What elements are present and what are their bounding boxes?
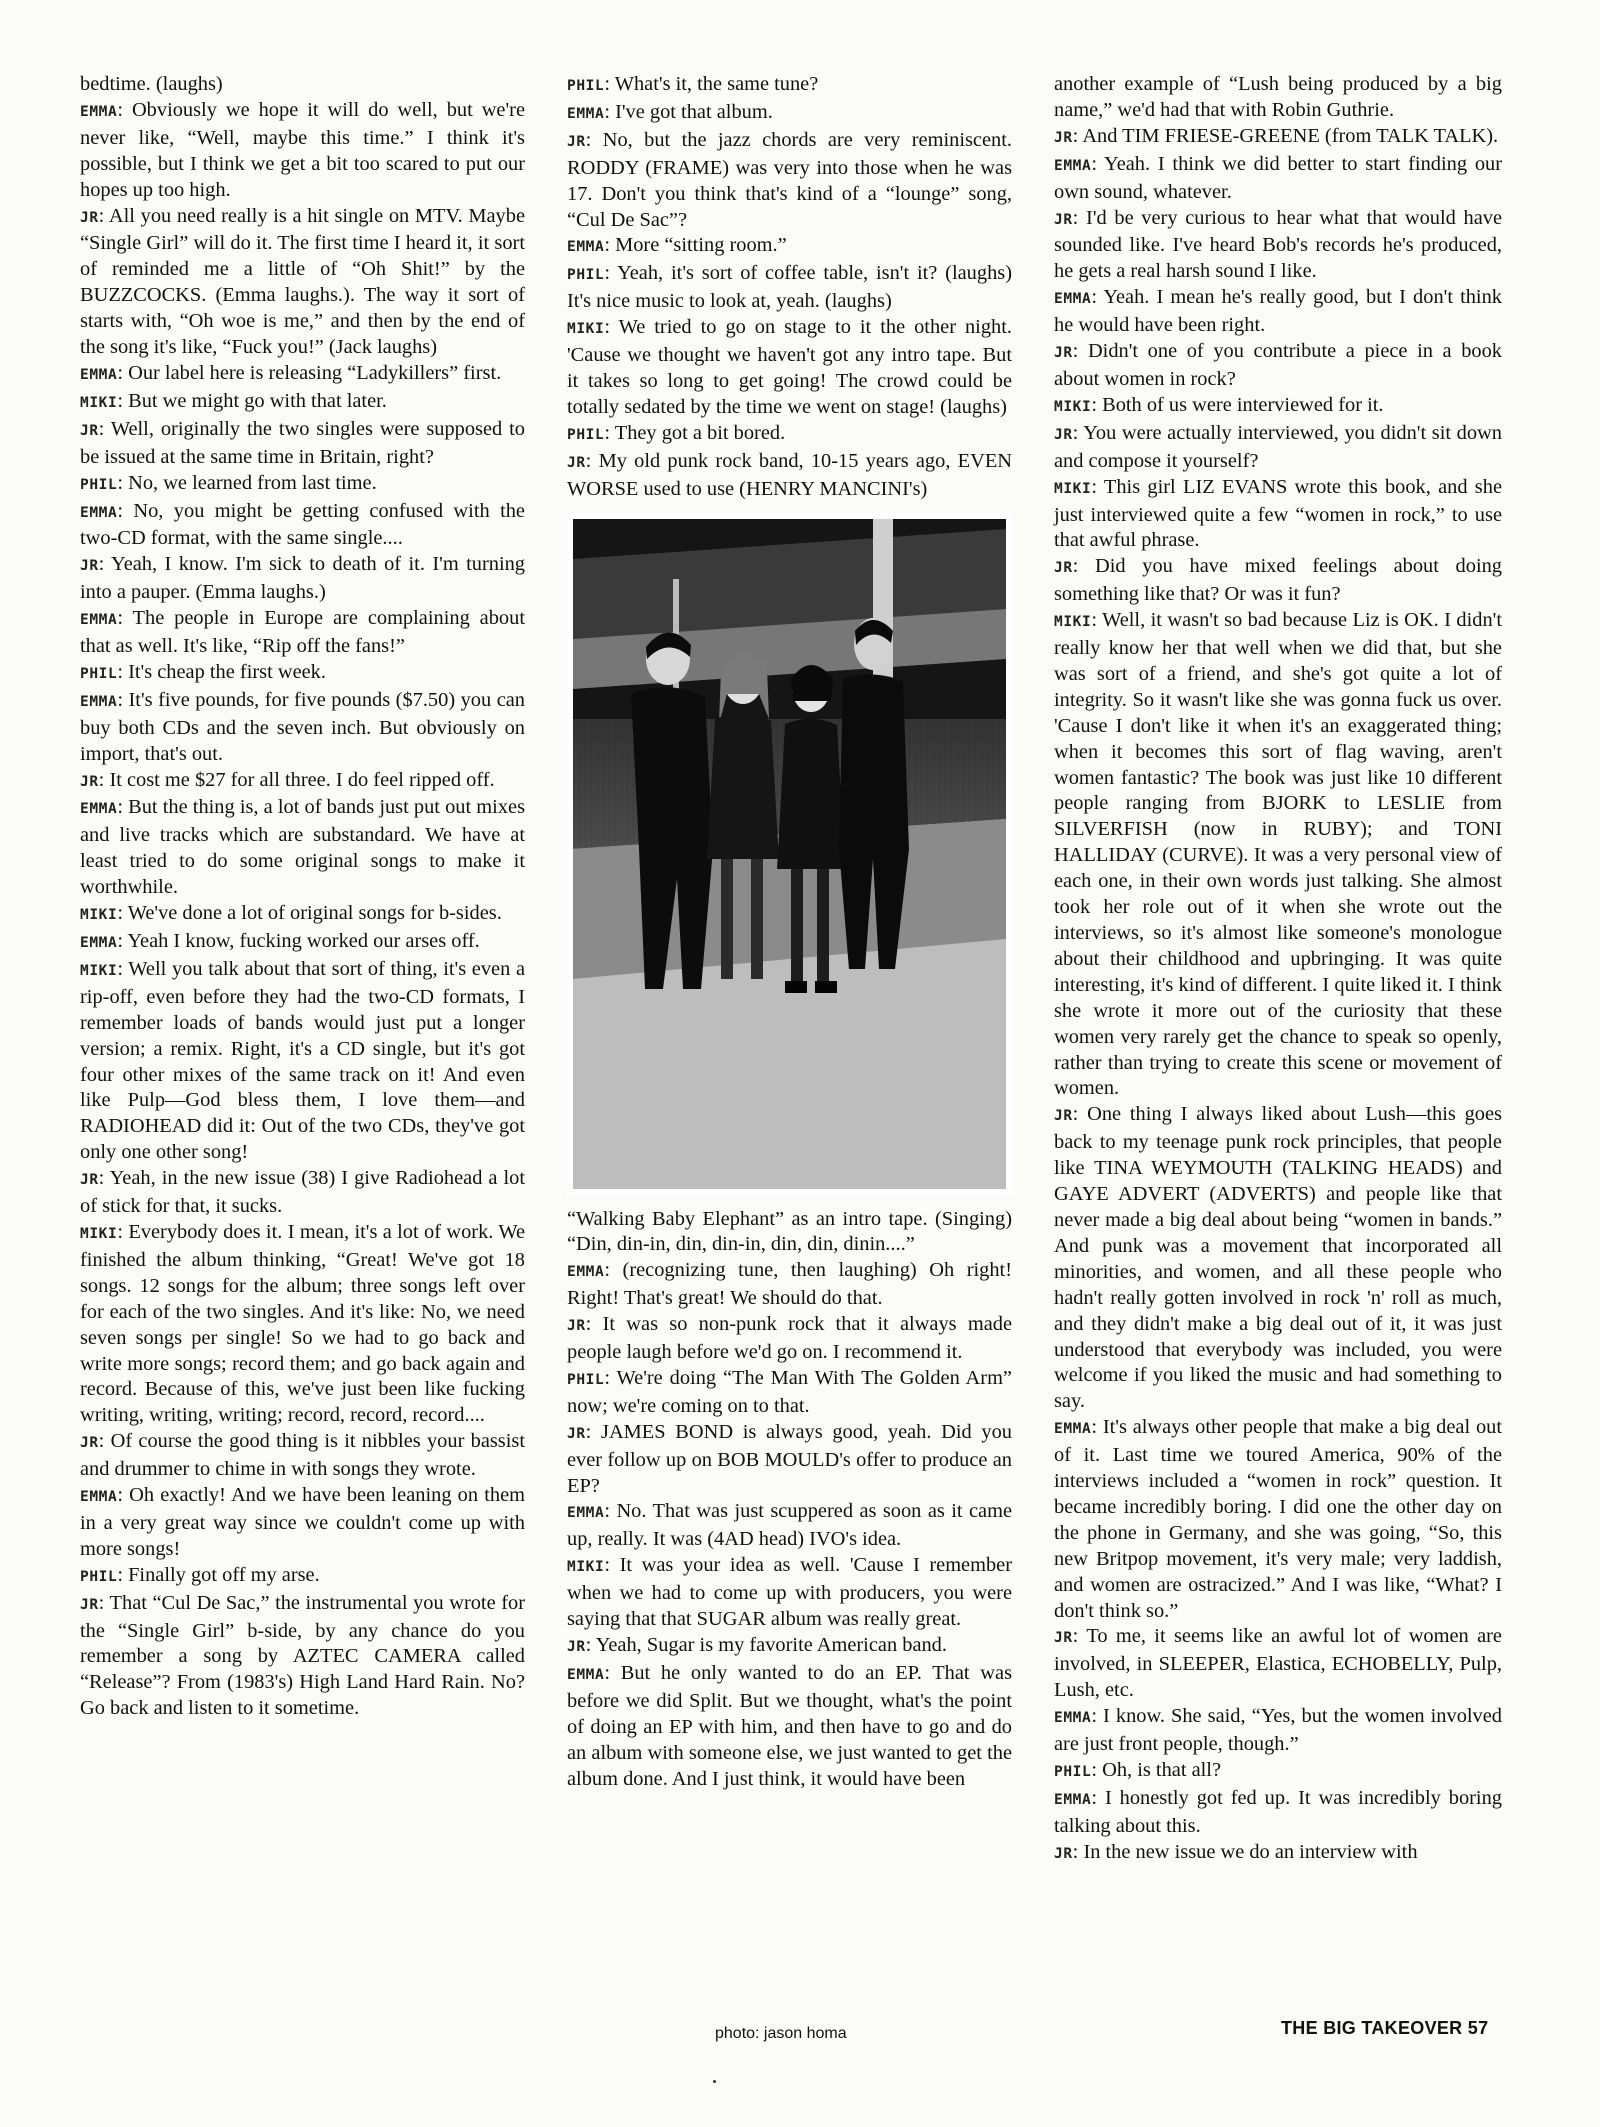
interview-paragraph: JR: And TIM FRIESE-GREENE (from TALK TALK). — [1054, 124, 1499, 147]
speaker-label: PHIL — [80, 476, 118, 493]
paragraph-text: That “Cul De Sac,” the instrumental you wrote for the “Single Girl” b-side, by any chance do you remember a song by AZTEC CAMERA called “Release”? From (1983's) High Land Hard Rain. No? Go back and listen to it sometime. — [80, 1591, 525, 1720]
interview-paragraph: JR: You were actually interviewed, you didn't sit down and compose it yourself? — [1054, 421, 1502, 472]
speaker-label: JR — [1054, 426, 1073, 443]
paragraph-text: We've done a lot of original songs for b-sides. — [127, 902, 502, 925]
interview-paragraph: MIKI: Well, it wasn't so bad because Liz is OK. I didn't really know her that well when we did that, but she was sort of a friend, and she's got quite a lot of integrity. So it wasn't like she was gonna fuck us over. 'Cause I don't like it when it's an exaggerated thing; when it becomes this sort of flag waving, aren't women fantastic? The book was just like 10 different people ranging from BJORK to LESLIE from SILVERFISH (now in RUBY); and TONI HALLIDAY (CURVE). It was a very personal view of each one, in their own words just talking. She almost took her role out of it when she wrote out the interviews, so it's almost like someone's monologue about their childhood and upbringing. It was quite interesting, it's kind of different. I quite liked it. I think she wrote it more out of the curiosity that these women very rarely get the chance to speak so openly, rather than trying to create this scene or movement of women. — [1054, 609, 1502, 1100]
speaker-label: MIKI — [567, 1559, 605, 1576]
paragraph-text: More “sitting room.” — [615, 234, 787, 257]
speaker-label: JR — [1054, 129, 1073, 146]
speaker-label: EMMA — [80, 103, 118, 120]
paragraph-text: We're doing “The Man With The Golden Arm” now; we're coming on to that. — [567, 1366, 1012, 1417]
paragraph-text: (recognizing tune, then laughing) Oh right! Right! That's great! We should do that. — [567, 1259, 1012, 1310]
interview-paragraph: JR: Yeah, I know. I'm sick to death of it. I'm turning into a pauper. (Emma laughs.) — [80, 553, 525, 604]
interview-paragraph — [567, 1207, 1012, 1259]
paragraph-text: I know. She said, “Yes, but the women involved are just front people, though.” — [1054, 1705, 1502, 1756]
paragraph-text: Our label here is releasing “Ladykillers” first. — [128, 361, 502, 384]
interview-paragraph: PHIL: They got a bit bored. — [567, 421, 786, 444]
paragraph-text: Both of us were interviewed for it. — [1102, 393, 1384, 416]
paragraph-text: Oh exactly! And we have been leaning on them in a very great way since we couldn't come up with more songs! — [80, 1484, 526, 1560]
paragraph-text: “Walking Baby Elephant” as an intro tape. (Singing) “Din, din-in, din, din-in, din, din, dinin....” — [567, 1207, 1012, 1256]
paragraph-text: Everybody does it. I mean, it's a lot of work. We finished the album thinking, “Great! We've got 18 songs. 12 songs for the album; three songs left over for each of the two singles. And it's like: No, we need seven songs per single! So we had to go back and write more songs; record them; and go back again and record. Because of this, we've just been like fucking writing, writing, writing; record, record, record.... — [80, 1220, 526, 1427]
speaker-label: JR — [1054, 345, 1073, 362]
speaker-label: JR — [80, 422, 99, 439]
interview-paragraph: EMMA: More “sitting room.” — [567, 234, 787, 257]
speaker-label: MIKI — [1054, 398, 1092, 415]
interview-paragraph: JR: Well, originally the two singles were supposed to be issued at the same time in Britain, right? — [80, 417, 525, 468]
interview-paragraph: EMMA: No. That was just scuppered as soon as it came up, really. It was (4AD head) IVO's idea. — [567, 1500, 1013, 1551]
speaker-label: EMMA — [1054, 157, 1092, 174]
interview-paragraph — [80, 72, 525, 98]
speaker-label: EMMA — [567, 1264, 605, 1281]
speaker-label: JR — [1054, 560, 1073, 577]
paragraph-text: It was so non-punk rock that it always made people laugh before we'd go on. I recommend it. — [567, 1313, 1012, 1364]
paragraph-text: It cost me $27 for all three. I do feel ripped off. — [109, 768, 495, 791]
speaker-label: PHIL — [567, 426, 605, 443]
column-2-top — [567, 72, 1012, 503]
paragraph-text: Well, originally the two singles were supposed to be issued at the same time in Britain, right? — [80, 417, 525, 468]
interview-paragraph: JR: Yeah, Sugar is my favorite American band. — [567, 1634, 947, 1656]
interview-paragraph: JR: Of course the good thing is it nibbles your bassist and drummer to chime in with songs they wrote. — [80, 1430, 526, 1481]
speaker-label: PHIL — [80, 1568, 118, 1585]
speaker-label: EMMA — [1054, 1421, 1092, 1438]
interview-paragraph: PHIL: What's it, the same tune? — [567, 73, 819, 95]
paragraph-text: Yeah I know, fucking worked our arses off. — [127, 930, 480, 952]
interview-paragraph: EMMA: I've got that album. — [567, 100, 773, 123]
speaker-label: PHIL — [567, 267, 605, 284]
paragraph-text: Didn't one of you contribute a piece in a book about women in rock? — [1054, 340, 1502, 390]
interview-paragraph: MIKI: It was your idea as well. 'Cause I remember when we had to come up with producers, you were saying that that SUGAR album was really great. — [567, 1554, 1012, 1631]
paragraph-text: Of course the good thing is it nibbles your bassist and drummer to chime in with songs they wrote. — [80, 1430, 526, 1481]
paragraph-text: What's it, the same tune? — [614, 73, 819, 95]
interview-paragraph: PHIL: Oh, is that all? — [1054, 1759, 1222, 1781]
speaker-label: MIKI — [80, 907, 118, 924]
speaker-label: EMMA — [1054, 1791, 1092, 1808]
interview-paragraph: PHIL: It's cheap the first week. — [80, 660, 326, 683]
paragraph-text: Obviously we hope it will do well, but we're never like, “Well, maybe this time.” I think it's possible, but I think we get a bit too scared to put our hopes up too high. — [80, 98, 525, 201]
paragraph-text: One thing I always liked about Lush—this goes back to my teenage punk rock principles, that people like TINA WEYMOUTH (TALKING HEADS) and GAYE ADVERT (ADVERTS) and people like that never made a big deal about being “women in bands.” And punk was a movement that incorporated all minorities, and women, and all these people who hadn't really gotten involved in rock 'n' roll as much, and they didn't make a big deal out of it, it was just understood that everybody was included, you were welcome if you liked the music and had something to say. — [1054, 1103, 1502, 1413]
paragraph-text: The people in Europe are complaining about that as well. It's like, “Rip off the fans!” — [80, 607, 525, 658]
interview-paragraph: PHIL: No, we learned from last time. — [80, 471, 377, 494]
speaker-label: PHIL — [80, 665, 118, 682]
paragraph-text: In the new issue we do an interview with — [1083, 1840, 1418, 1863]
paragraph-text: It's always other people that make a big deal out of it. Last time we toured America, 90% of the interviews included a “women in rock” question. It became incredibly boring. I did one the other day on the phone in Germany, and she was going, “So, this new Britpop movement, it's very male; very laddish, and women are ostracized.” And I was like, “What? I don't think so.” — [1054, 1416, 1503, 1622]
speaker-label: EMMA — [80, 366, 118, 383]
interview-paragraph: MIKI: Everybody does it. I mean, it's a lot of work. We finished the album thinking, “Great! We've got 18 songs. 12 songs for the album; three songs left over for each of the two singles. And it's like: No, we need seven songs per single! So we had to go back and write more songs; record them; and go back again and record. Because of this, we've just been like fucking writing, writing, writing; record, record, record.... — [80, 1220, 526, 1427]
paragraph-text: Yeah, it's sort of coffee table, isn't it? (laughs) It's nice music to look at, yeah. (laughs) — [567, 262, 1012, 313]
paragraph-text: another example of “Lush being produced by a big name,” we'd had that with Robin Guthrie. — [1054, 73, 1502, 121]
paragraph-text: It's five pounds, for five pounds ($7.50) you can buy both CDs and the seven inch. But obviously on import, that's out. — [80, 688, 525, 765]
interview-paragraph: JR: Yeah, in the new issue (38) I give Radiohead a lot of stick for that, it sucks. — [80, 1167, 526, 1218]
speaker-label: PHIL — [567, 1371, 605, 1388]
column-2 — [567, 72, 1012, 1792]
interview-paragraph: EMMA: I honestly got fed up. It was incredibly boring talking about this. — [1054, 1786, 1502, 1837]
paragraph-text: But he only wanted to do an EP. That was before we did Split. But we thought, what's the point of doing an EP with him, and then have to go and do an album with someone else, we just wanted to get the album done. And I just think, it would have been — [567, 1661, 1012, 1790]
column-3 — [1054, 72, 1502, 1868]
speaker-label: PHIL — [567, 78, 605, 94]
stray-mark — [713, 2080, 716, 2083]
speaker-label: JR — [80, 1172, 99, 1189]
speaker-label: MIKI — [567, 321, 605, 338]
speaker-label: EMMA — [80, 612, 118, 629]
interview-paragraph: EMMA: No, you might be getting confused with the two-CD format, with the same single.... — [80, 499, 525, 550]
interview-paragraph: EMMA: The people in Europe are complaining about that as well. It's like, “Rip off the fans!” — [80, 607, 525, 658]
speaker-label: JR — [80, 1596, 99, 1613]
paragraph-text: JAMES BOND is always good, yeah. Did you ever follow up on BOB MOULD's offer to produce an EP? — [567, 1420, 1012, 1497]
speaker-label: EMMA — [567, 1666, 605, 1683]
interview-paragraph: EMMA: Oh exactly! And we have been leaning on them in a very great way since we couldn't come up with more songs! — [80, 1484, 526, 1560]
interview-paragraph: EMMA: Yeah. I think we did better to start finding our own sound, whatever. — [1054, 152, 1502, 203]
paragraph-text: They got a bit bored. — [614, 421, 786, 444]
speaker-label: EMMA — [567, 239, 605, 256]
paragraph-text: It's cheap the first week. — [128, 660, 326, 683]
speaker-label: JR — [567, 1639, 586, 1655]
speaker-label: JR — [80, 1435, 99, 1452]
speaker-label: JR — [1054, 1108, 1073, 1125]
speaker-label: EMMA — [80, 504, 118, 521]
interview-paragraph: PHIL: We're doing “The Man With The Golden Arm” now; we're coming on to that. — [567, 1366, 1012, 1417]
interview-paragraph — [1054, 72, 1502, 124]
paragraph-text: Finally got off my arse. — [128, 1563, 320, 1586]
paragraph-text: I honestly got fed up. It was incredibly boring talking about this. — [1054, 1786, 1502, 1837]
interview-paragraph: EMMA: (recognizing tune, then laughing) Oh right! Right! That's great! We should do that. — [567, 1259, 1012, 1310]
speaker-label: JR — [80, 773, 99, 790]
interview-paragraph: PHIL: Finally got off my arse. — [80, 1563, 320, 1586]
interview-paragraph: JR: JAMES BOND is always good, yeah. Did you ever follow up on BOB MOULD's offer to produce an EP? — [567, 1420, 1012, 1497]
paragraph-text: No, we learned from last time. — [128, 471, 377, 494]
interview-paragraph: JR: My old punk rock band, 10-15 years ago, EVEN WORSE used to use (HENRY MANCINI's) — [567, 449, 1013, 500]
interview-paragraph: JR: To me, it seems like an awful lot of women are involved, in SLEEPER, Elastica, ECHOBELLY, Pulp, Lush, etc. — [1054, 1625, 1502, 1702]
interview-paragraph: JR: Did you have mixed feelings about doing something like that? Or was it fun? — [1054, 555, 1502, 606]
paragraph-text: Yeah. I think we did better to start finding our own sound, whatever. — [1054, 152, 1502, 203]
speaker-label: EMMA — [80, 935, 118, 951]
speaker-label: JR — [1054, 1845, 1073, 1862]
speaker-label: EMMA — [80, 801, 118, 818]
interview-paragraph: PHIL: Yeah, it's sort of coffee table, isn't it? (laughs) It's nice music to look at, yeah. (laughs) — [567, 262, 1012, 313]
paragraph-text: Did you have mixed feelings about doing something like that? Or was it fun? — [1054, 555, 1502, 606]
interview-paragraph: JR: In the new issue we do an interview with — [1054, 1840, 1418, 1863]
interview-paragraph: MIKI: But we might go with that later. — [80, 389, 387, 412]
paragraph-text: Well you talk about that sort of thing, it's even a rip-off, even before they had the two-CD formats, I remember loads of bands would just put a longer version; a remix. Right, it's a CD single, but it's got four other mixes of the same track on it! And even like Pulp—God bless them, I love them—and RADIOHEAD did it: Out of the two CDs, they've got only one other song! — [80, 957, 525, 1164]
paragraph-text: We tried to go on stage to it the other night. 'Cause we thought we haven't got any intro tape. But it takes so long to get going! The crowd could be totally sedated by the time we went on stage! (laughs) — [567, 316, 1012, 418]
speaker-label: EMMA — [1054, 1710, 1092, 1727]
band-photo — [567, 513, 1012, 1195]
paragraph-text: Yeah. I mean he's really good, but I don't think he would have been right. — [1054, 286, 1502, 337]
magazine-name: THE BIG TAKEOVER — [1281, 2018, 1463, 2038]
speaker-label: JR — [80, 558, 99, 575]
paragraph-text: My old punk rock band, 10-15 years ago, EVEN WORSE used to use (HENRY MANCINI's) — [567, 449, 1013, 500]
interview-paragraph: JR: That “Cul De Sac,” the instrumental you wrote for the “Single Girl” b-side, by any chance do you remember a song by AZTEC CAMERA called “Release”? From (1983's) High Land Hard Rain. No? Go back and listen to it sometime. — [80, 1591, 525, 1720]
speaker-label: PHIL — [1054, 1764, 1092, 1780]
interview-paragraph: JR: No, but the jazz chords are very reminiscent. RODDY (FRAME) was very into those when he was 17. Don't you think that's kind of a “lounge” song, “Cul De Sac”? — [567, 128, 1012, 231]
paragraph-text: But the thing is, a lot of bands just put out mixes and live tracks which are substandard. We have at least tried to do some original songs to make it worthwhile. — [80, 796, 525, 899]
interview-paragraph: JR: It was so non-punk rock that it always made people laugh before we'd go on. I recommend it. — [567, 1313, 1012, 1364]
paragraph-text: All you need really is a hit single on MTV. Maybe “Single Girl” will do it. The first time I heard it, it sort of reminded me a little of “Oh Shit!” by the BUZZCOCKS. (Emma laughs.). The way it sort of starts with, “Oh woe is me,” and then by the end of the song it's like, “Fuck you!” (Jack laughs) — [80, 204, 526, 359]
speaker-label: MIKI — [1054, 614, 1092, 631]
speaker-label: MIKI — [80, 962, 118, 979]
paragraph-text: It was your idea as well. 'Cause I remember when we had to come up with producers, you were saying that that SUGAR album was really great. — [567, 1554, 1012, 1631]
paragraph-text: Yeah, I know. I'm sick to death of it. I'm turning into a pauper. (Emma laughs.) — [80, 553, 525, 604]
interview-paragraph: EMMA: Obviously we hope it will do well, but we're never like, “Well, maybe this time.” I think it's possible, but I think we get a bit too scared to put our hopes up too high. — [80, 98, 525, 201]
speaker-label: MIKI — [80, 1225, 118, 1242]
paragraph-text: Yeah, in the new issue (38) I give Radiohead a lot of stick for that, it sucks. — [80, 1167, 526, 1218]
interview-paragraph: JR: One thing I always liked about Lush—this goes back to my teenage punk rock principles, that people like TINA WEYMOUTH (TALKING HEADS) and GAYE ADVERT (ADVERTS) and people like that never made a big deal about being “women in bands.” And punk was a movement that incorporated all minorities, and women, and all these people who hadn't really gotten involved in rock 'n' roll as much, and they didn't make a big deal out of it, it was just understood that everybody was included, you were welcome if you liked the music and had something to say. — [1054, 1103, 1502, 1413]
paragraph-text: And TIM FRIESE-GREENE (from TALK TALK). — [1082, 124, 1499, 147]
paragraph-text: Yeah, Sugar is my favorite American band. — [595, 1634, 947, 1656]
interview-paragraph: JR: All you need really is a hit single on MTV. Maybe “Single Girl” will do it. The first time I heard it, it sort of reminded me a little of “Oh Shit!” by the BUZZCOCKS. (Emma laughs.). The way it sort of starts with, “Oh woe is me,” and then by the end of the song it's like, “Fuck you!” (Jack laughs) — [80, 204, 526, 359]
interview-paragraph: JR: I'd be very curious to hear what that would have sounded like. I've heard Bob's records he's produced, he gets a real harsh sound I like. — [1054, 206, 1503, 283]
interview-paragraph: MIKI: This girl LIZ EVANS wrote this book, and she just interviewed quite a few “women in rock,” to use that awful phrase. — [1054, 475, 1502, 552]
speaker-label: MIKI — [1054, 480, 1092, 497]
interview-paragraph: EMMA: I know. She said, “Yes, but the women involved are just front people, though.” — [1054, 1705, 1502, 1756]
paragraph-text: Well, it wasn't so bad because Liz is OK. I didn't really know her that well when we did that, but she was sort of a friend, and she's got quite a lot of integrity. So it wasn't like she was gonna fuck us over. 'Cause I don't like it when it's an exaggerated thing; when it becomes this sort of flag waving, aren't women fantastic? The book was just like 10 different people ranging from BJORK to LESLIE from SILVERFISH (now in RUBY); and TONI HALLIDAY (CURVE). It was a very personal view of each one, in their own words just talking. She almost took her role out of it when she wrote out the interviews, so it's almost like someone's monologue about their childhood and upbringing. It was quite interesting, it's kind of different. I quite liked it. I think she wrote it more out of the curiosity that these women very rarely get the chance to speak so openly, rather than trying to create this scene or movement of women. — [1054, 609, 1502, 1100]
speaker-label: EMMA — [80, 693, 118, 710]
paragraph-text: You were actually interviewed, you didn't sit down and compose it yourself? — [1054, 421, 1502, 472]
speaker-label: JR — [567, 133, 586, 150]
interview-paragraph: JR: It cost me $27 for all three. I do feel ripped off. — [80, 768, 495, 791]
photo-credit: photo: jason homa — [715, 2025, 847, 2042]
paragraph-text: I'd be very curious to hear what that would have sounded like. I've heard Bob's records he's produced, he gets a real harsh sound I like. — [1054, 206, 1503, 283]
paragraph-text: bedtime. (laughs) — [80, 73, 223, 95]
paragraph-text: Oh, is that all? — [1102, 1759, 1222, 1781]
paragraph-text: No, you might be getting confused with the two-CD format, with the same single.... — [80, 499, 525, 550]
paragraph-text: I've got that album. — [615, 100, 773, 123]
speaker-label: EMMA — [80, 1489, 118, 1506]
page-footer — [1281, 2018, 1488, 2039]
band-photo-illustration — [573, 519, 1006, 1189]
interview-paragraph: MIKI: We've done a lot of original songs for b-sides. — [80, 902, 502, 925]
column-2-bottom — [567, 1207, 1012, 1793]
interview-paragraph: MIKI: We tried to go on stage to it the other night. 'Cause we thought we haven't got any intro tape. But it takes so long to get going! The crowd could be totally sedated by the time we went on stage! (laughs) — [567, 316, 1012, 418]
speaker-label: JR — [80, 209, 99, 226]
interview-paragraph: JR: Didn't one of you contribute a piece in a book about women in rock? — [1054, 340, 1502, 390]
paragraph-text: No. That was just scuppered as soon as it came up, really. It was (4AD head) IVO's idea. — [567, 1500, 1013, 1551]
speaker-label: JR — [567, 454, 586, 471]
page-number: 57 — [1467, 2018, 1489, 2038]
paragraph-text: This girl LIZ EVANS wrote this book, and she just interviewed quite a few “women in rock,” to use that awful phrase. — [1054, 475, 1502, 552]
speaker-label: MIKI — [80, 394, 118, 411]
interview-paragraph: EMMA: Our label here is releasing “Ladykillers” first. — [80, 361, 502, 384]
paragraph-text: No, but the jazz chords are very reminiscent. RODDY (FRAME) was very into those when he was 17. Don't you think that's kind of a “lounge” song, “Cul De Sac”? — [567, 128, 1012, 231]
paragraph-text: But we might go with that later. — [128, 389, 387, 412]
column-1 — [80, 72, 525, 1722]
interview-paragraph: MIKI: Well you talk about that sort of thing, it's even a rip-off, even before they had the two-CD formats, I remember loads of bands would just put a longer version; a remix. Right, it's a CD single, but it's got four other mixes of the same track on it! And even like Pulp—God bless them, I love them—and RADIOHEAD did it: Out of the two CDs, they've got only one other song! — [80, 957, 525, 1164]
speaker-label: JR — [567, 1318, 586, 1335]
interview-paragraph: EMMA: It's always other people that make a big deal out of it. Last time we toured America, 90% of the interviews included a “women in rock” question. It became incredibly boring. I did one the other day on the phone in Germany, and she was going, “So, this new Britpop movement, it's very male; very laddish, and women are ostracized.” And I was like, “What? I don't think so.” — [1054, 1416, 1503, 1622]
speaker-label: JR — [1054, 1630, 1073, 1647]
speaker-label: EMMA — [1054, 291, 1092, 308]
interview-paragraph: EMMA: Yeah I know, fucking worked our arses off. — [80, 930, 480, 952]
interview-paragraph: EMMA: But the thing is, a lot of bands just put out mixes and live tracks which are substandard. We have at least tried to do some original songs to make it worthwhile. — [80, 796, 525, 899]
speaker-label: EMMA — [567, 1505, 605, 1522]
speaker-label: JR — [567, 1425, 586, 1442]
interview-paragraph: MIKI: Both of us were interviewed for it. — [1054, 393, 1384, 416]
interview-paragraph: EMMA: It's five pounds, for five pounds ($7.50) you can buy both CDs and the seven inch. But obviously on import, that's out. — [80, 688, 525, 765]
speaker-label: JR — [1054, 211, 1073, 228]
speaker-label: EMMA — [567, 105, 605, 122]
paragraph-text: To me, it seems like an awful lot of women are involved, in SLEEPER, Elastica, ECHOBELLY, Pulp, Lush, etc. — [1054, 1625, 1502, 1702]
interview-paragraph: EMMA: Yeah. I mean he's really good, but I don't think he would have been right. — [1054, 286, 1502, 337]
interview-paragraph: EMMA: But he only wanted to do an EP. That was before we did Split. But we thought, what's the point of doing an EP with him, and then have to go and do an album with someone else, we just wanted to get the album done. And I just think, it would have been — [567, 1661, 1012, 1790]
